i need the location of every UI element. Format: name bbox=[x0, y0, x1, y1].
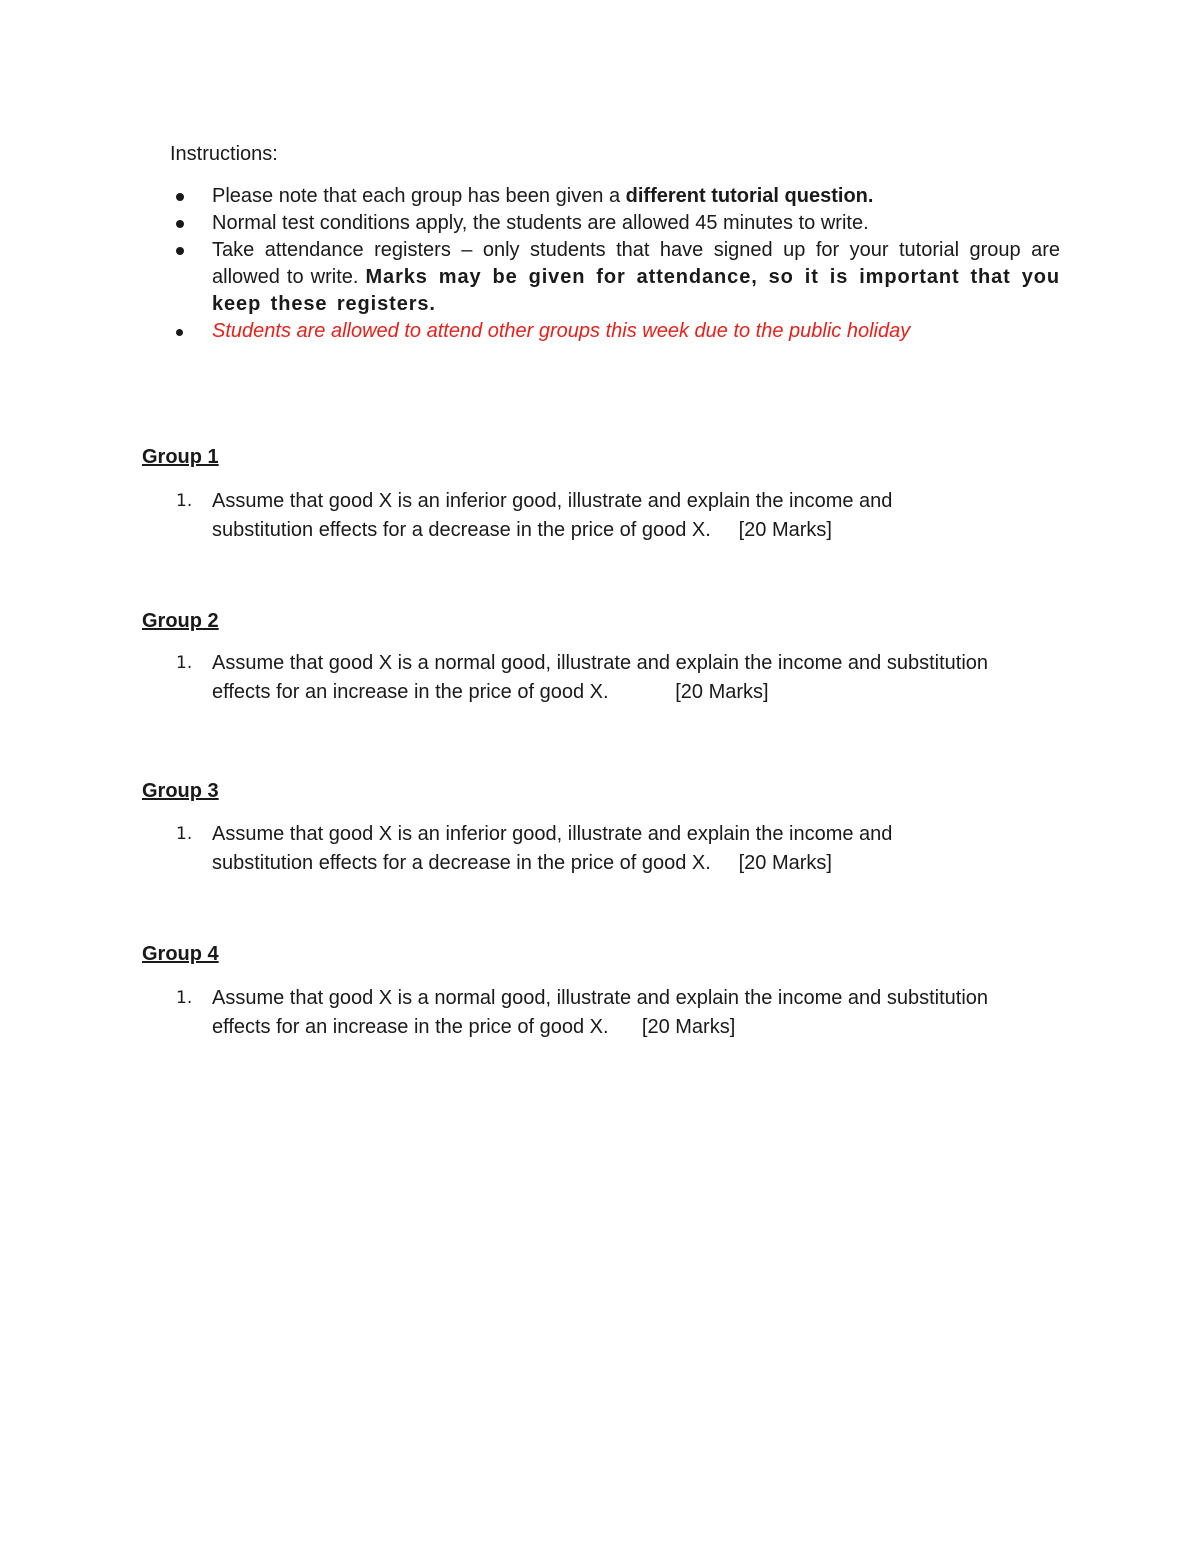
question-line: Assume that good X is an inferior good, illustrate and explain the income and bbox=[212, 490, 893, 512]
instruction-emphasis: Marks may be given for attendance, so it is important that you keep these registers. bbox=[212, 266, 1060, 315]
group-heading: Group 2 bbox=[142, 610, 219, 632]
question-number: 1. bbox=[176, 824, 193, 844]
bullet-icon bbox=[176, 329, 183, 336]
question-line: Assume that good X is an inferior good, illustrate and explain the income and bbox=[212, 823, 893, 845]
instructions-title: Instructions: bbox=[170, 143, 278, 165]
marks-label: [20 Marks] bbox=[738, 519, 832, 541]
question-item bbox=[170, 487, 1070, 545]
instructions-list bbox=[170, 183, 1060, 345]
question-line-2 bbox=[212, 1013, 1070, 1042]
instruction-item bbox=[170, 210, 1060, 237]
question-number: 1. bbox=[176, 988, 193, 1008]
question-line-2 bbox=[212, 849, 1070, 878]
holiday-notice: Students are allowed to attend other groups this week due to the public holiday bbox=[212, 320, 911, 342]
group-heading: Group 1 bbox=[142, 446, 219, 468]
question-item bbox=[170, 984, 1070, 1042]
marks-label: [20 Marks] bbox=[675, 681, 769, 703]
bullet-icon bbox=[176, 247, 184, 255]
question-line-2 bbox=[212, 516, 1070, 545]
bullet-icon bbox=[176, 193, 184, 201]
question-line: Assume that good X is a normal good, illustrate and explain the income and substitution bbox=[212, 987, 989, 1009]
group-heading: Group 3 bbox=[142, 780, 219, 802]
question-line-2 bbox=[212, 678, 1070, 707]
question-line: Assume that good X is a normal good, illustrate and explain the income and substitution bbox=[212, 652, 989, 674]
question-line: effects for an increase in the price of good X. bbox=[212, 681, 609, 703]
marks-label: [20 Marks] bbox=[738, 852, 832, 874]
group-heading: Group 4 bbox=[142, 943, 219, 965]
question-number: 1. bbox=[176, 653, 193, 673]
question-item bbox=[170, 820, 1070, 878]
marks-label: [20 Marks] bbox=[641, 1016, 736, 1038]
instruction-text: Please note that each group has been given a bbox=[212, 185, 626, 207]
question-line: substitution effects for a decrease in the price of good X. bbox=[212, 519, 711, 541]
question-line: substitution effects for a decrease in the price of good X. bbox=[212, 852, 711, 874]
instruction-item bbox=[170, 183, 1060, 210]
question-item bbox=[170, 649, 1070, 707]
bullet-icon bbox=[176, 220, 184, 228]
question-line: effects for an increase in the price of good X. bbox=[212, 1016, 609, 1038]
instruction-text: Take attendance registers – only students that have signed up for your tutorial group are allowed to write. bbox=[212, 239, 1060, 288]
instruction-item bbox=[170, 318, 1060, 345]
instruction-item bbox=[170, 237, 1060, 318]
instruction-text: Normal test conditions apply, the students are allowed 45 minutes to write. bbox=[212, 212, 869, 234]
question-number: 1. bbox=[176, 491, 193, 511]
instruction-emphasis: different tutorial question. bbox=[625, 185, 874, 207]
